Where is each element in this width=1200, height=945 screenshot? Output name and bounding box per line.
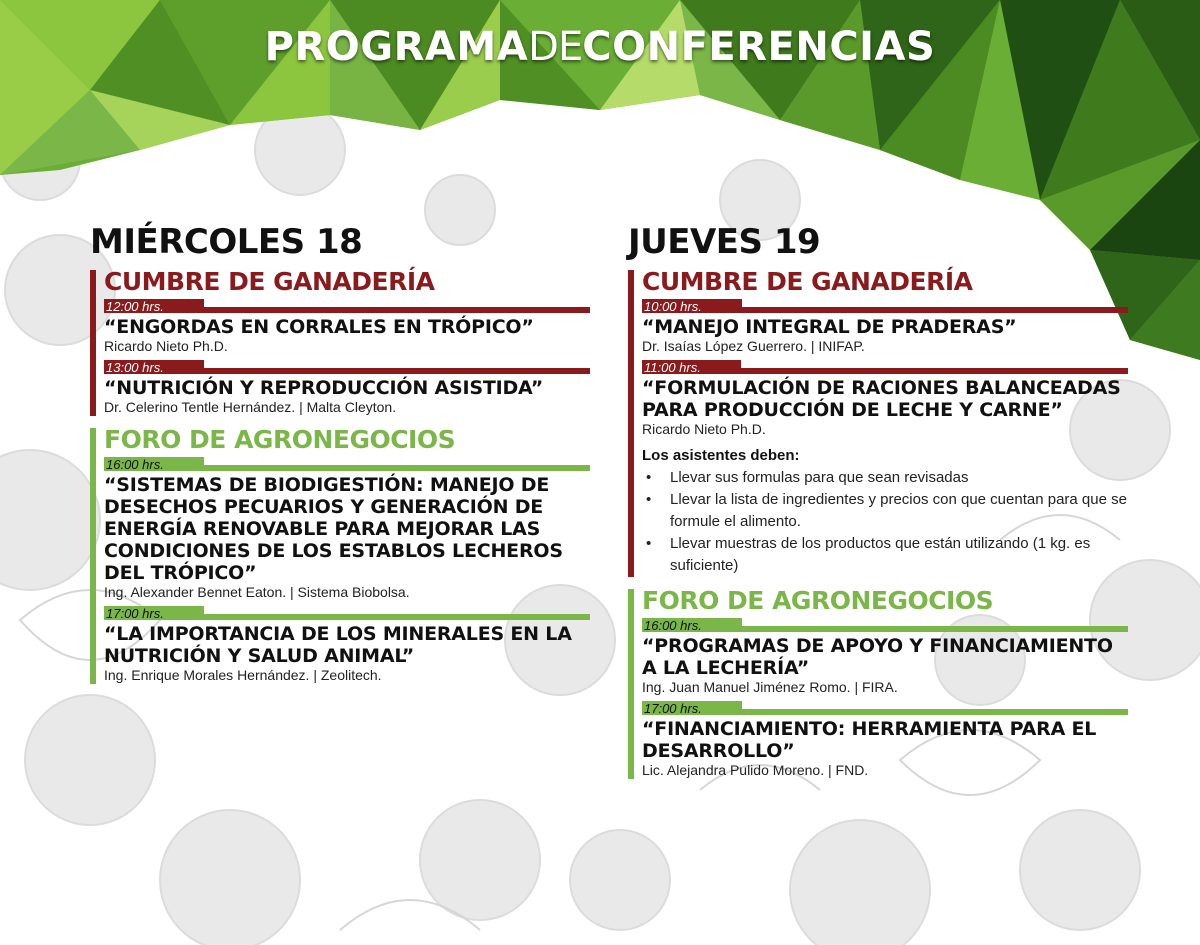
- time-bar: [642, 361, 1128, 374]
- talk-title: “ENGORDAS EN CORRALES EN TRÓPICO”: [104, 316, 534, 338]
- section-cumbre-ganaderia: [628, 268, 1128, 577]
- time-label: 16:00 hrs.: [104, 457, 204, 471]
- day-heading: MIÉRCOLES 18: [90, 222, 363, 262]
- talk-item: [642, 702, 1128, 779]
- time-bar: [642, 300, 1128, 313]
- notes-heading: Los asistentes deben:: [642, 447, 800, 464]
- talk-item: [104, 361, 590, 416]
- talk-title: “FORMULACIÓN DE RACIONES BALANCEADAS PARA PRODUCCIÓN DE LECHE Y CARNE”: [642, 377, 1121, 421]
- talk-title: “SISTEMAS DE BIODIGESTIÓN: MANEJO DE DESECHOS PECUARIOS Y GENERACIÓN DE ENERGÍA RENOVABLE PARA MEJORAR LAS CONDICIONES DE LOS ESTABLOS LECHEROS DEL TRÓPICO”: [104, 474, 563, 584]
- day-column-miercoles: [90, 222, 590, 694]
- time-bar: [104, 458, 590, 471]
- talk-title: “PROGRAMAS DE APOYO Y FINANCIAMIENTO A LA LECHERÍA”: [642, 635, 1113, 679]
- talk-title: “MANEJO INTEGRAL DE PRADERAS”: [642, 316, 1017, 338]
- section-foro-agronegocios: [628, 587, 1128, 779]
- list-item: • Llevar la lista de ingredientes y precios con que cuentan para que se formule el alimento.: [642, 489, 1128, 533]
- speaker: Dr. Celerino Tentle Hernández. | Malta Cleyton.: [104, 399, 397, 415]
- page-title: [0, 24, 1200, 70]
- speaker: Ing. Enrique Morales Hernández. | Zeolitech.: [104, 667, 382, 683]
- notes-list: [642, 467, 1128, 577]
- talk-item: [642, 361, 1128, 577]
- time-label: 10:00 hrs.: [642, 299, 742, 313]
- speaker: Lic. Alejandra Pulido Moreno. | FND.: [642, 762, 869, 778]
- talk-item: [104, 458, 590, 601]
- talk-item: [104, 607, 590, 684]
- day-heading: JUEVES 19: [628, 222, 821, 262]
- time-label: 17:00 hrs.: [642, 701, 742, 715]
- speaker: Ricardo Nieto Ph.D.: [642, 421, 766, 437]
- section-title: CUMBRE DE GANADERÍA: [104, 267, 435, 296]
- speaker: Ing. Alexander Bennet Eaton. | Sistema Biobolsa.: [104, 584, 410, 600]
- speaker: Ricardo Nieto Ph.D.: [104, 338, 228, 354]
- talk-item: [642, 300, 1128, 355]
- time-label: 12:00 hrs.: [104, 299, 204, 313]
- title-part-conferencias: CONFERENCIAS: [582, 24, 936, 70]
- speaker: Ing. Juan Manuel Jiménez Romo. | FIRA.: [642, 679, 898, 695]
- section-title: FORO DE AGRONEGOCIOS: [104, 425, 456, 454]
- time-bar: [104, 300, 590, 313]
- talk-title: “NUTRICIÓN Y REPRODUCCIÓN ASISTIDA”: [104, 377, 544, 399]
- time-bar: [642, 619, 1128, 632]
- talk-title: “FINANCIAMIENTO: HERRAMIENTA PARA EL DESARROLLO”: [642, 718, 1097, 762]
- section-cumbre-ganaderia: [90, 268, 590, 416]
- time-label: 16:00 hrs.: [642, 618, 742, 632]
- title-part-de: DE: [528, 24, 583, 70]
- day-column-jueves: [628, 222, 1128, 789]
- talk-item: [104, 300, 590, 355]
- speaker: Dr. Isaías López Guerrero. | INIFAP.: [642, 338, 865, 354]
- talk-title: “LA IMPORTANCIA DE LOS MINERALES EN LA NUTRICIÓN Y SALUD ANIMAL”: [104, 623, 572, 667]
- time-label: 13:00 hrs.: [104, 360, 204, 374]
- time-label: 11:00 hrs.: [642, 360, 741, 374]
- time-bar: [104, 361, 590, 374]
- time-bar: [642, 702, 1128, 715]
- section-title: CUMBRE DE GANADERÍA: [642, 267, 973, 296]
- talk-item: [642, 619, 1128, 696]
- section-title: FORO DE AGRONEGOCIOS: [642, 586, 994, 615]
- time-bar: [104, 607, 590, 620]
- title-part-programa: PROGRAMA: [264, 24, 529, 70]
- list-item: • Llevar sus formulas para que sean revisadas: [642, 467, 1128, 489]
- list-item: • Llevar muestras de los productos que están utilizando (1 kg. es suficiente): [642, 533, 1128, 577]
- section-foro-agronegocios: [90, 426, 590, 684]
- time-label: 17:00 hrs.: [104, 606, 204, 620]
